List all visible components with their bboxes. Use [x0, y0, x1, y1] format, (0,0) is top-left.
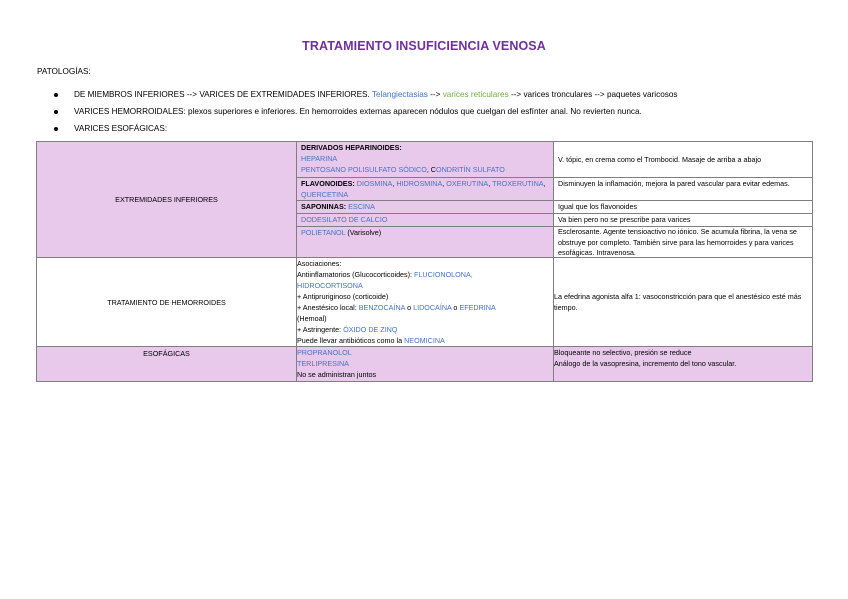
bullet-text: VARICES HEMORROIDALES: plexos superiores e inferiores. En hemorroides externas aparecen nódulos que cuelgan del esfínter anal. No revierten nunca.	[74, 107, 642, 116]
table-row	[37, 347, 813, 382]
treatment-table	[36, 141, 813, 382]
list-item	[37, 86, 678, 103]
note-text: La efedrina agonista alfa 1: vasoconstricción para que el anestésico esté más tiempo.	[554, 292, 802, 312]
list-item	[37, 103, 678, 120]
note-text: Esclerosante. Agente tensioactivo no iónico. Se acumula fibrina, la vena se obstruye por completo. También sirve para las hemorroides y para varices esofágicas. Intravenosa.	[558, 227, 797, 257]
group-header: DERIVADOS HEPARINOIDES:	[301, 143, 402, 152]
note-text: Igual que los flavonoides	[558, 202, 638, 211]
page-title: TRATAMIENTO INSUFICIENCIA VENOSA	[302, 39, 546, 53]
bullet-text: DE MIEMBROS INFERIORES --> VARICES DE EXTREMIDADES INFERIORES.	[74, 90, 372, 99]
drug-name: BENZOCAÍNA	[358, 303, 406, 312]
drug-name: ÓXIDO DE ZINQ	[343, 325, 398, 334]
drug-name: OXERUTINA	[446, 179, 489, 188]
notes-cell	[554, 258, 813, 347]
bullet-icon	[54, 93, 58, 97]
cell-line: Puede llevar antibióticos como la	[297, 336, 405, 345]
note-text: Va bien pero no se prescribe para varices	[558, 215, 691, 224]
drug-cell	[297, 142, 554, 258]
drug-name: FLUCIONOLONA,	[414, 270, 473, 279]
drug-name: TERLIPRESINA	[297, 359, 349, 368]
cell-line: Antiinflamatorios (Glucocorticoides):	[297, 270, 415, 279]
bullet-text-tail: --> varices tronculares --> paquetes varicosos	[508, 90, 678, 99]
pathology-list	[37, 86, 678, 137]
cell-line: + Antipruriginoso (corticoide)	[297, 292, 389, 301]
separator: ,	[543, 179, 546, 188]
drug-name: EFEDRINA	[459, 303, 496, 312]
notes-cell	[554, 142, 813, 258]
list-item	[37, 120, 678, 137]
drug-name: PROPRANOLOL	[297, 348, 352, 357]
cell-line: (Hemoal)	[297, 314, 327, 323]
bullet-icon	[54, 110, 58, 114]
notes-cell	[554, 347, 813, 382]
separator: o	[405, 303, 414, 312]
cell-line: No se administran juntos	[297, 370, 377, 379]
note-text: Bloqueante no selectivo, presión se reduce	[554, 348, 692, 357]
drug-name: HEPARINA	[301, 154, 338, 163]
drug-name: HIDROSMINA	[396, 179, 443, 188]
cell-line: Asociaciones:	[297, 259, 342, 268]
bullet-icon	[54, 127, 58, 131]
section-label: PATOLOGÍAS:	[37, 67, 91, 76]
drug-name: DODESILATO DE CALCIO	[301, 215, 388, 224]
drug-name: POLIETANOL	[301, 228, 346, 237]
cell-line: + Anestésico local:	[297, 303, 359, 312]
drug-name: ESCINA	[348, 202, 375, 211]
table-row	[37, 258, 813, 347]
section-cell-extremidades: EXTREMIDADES INFERIORES	[37, 142, 297, 258]
drug-name: ONDRITÍN SULFATO	[436, 165, 505, 174]
separator: ,	[392, 179, 397, 188]
drug-name: TROXERUTINA	[492, 179, 544, 188]
drug-name: HIDROCORTISONA	[297, 281, 363, 290]
bullet-term: Telangiectasias	[371, 90, 428, 99]
drug-cell	[297, 347, 554, 382]
cell-line: + Astringente:	[297, 325, 344, 334]
group-header: FLAVONOIDES:	[301, 179, 357, 188]
drug-name: LIDOCAÍNA	[413, 303, 452, 312]
bullet-arrow: -->	[427, 90, 443, 99]
section-cell-esofagicas: ESOFÁGICAS	[37, 347, 297, 382]
bullet-text: VARICES ESOFÁGICAS:	[74, 124, 168, 133]
separator: ,	[488, 179, 493, 188]
separator: ,	[442, 179, 447, 188]
group-header: SAPONINAS:	[301, 202, 349, 211]
drug-name: PENTOSANO POLISULFATO SÓDICO	[301, 165, 427, 174]
drug-name: NEOMICINA	[404, 336, 445, 345]
drug-cell	[297, 258, 554, 347]
note-text: Disminuyen la inflamación, mejora la pared vascular para evitar edemas.	[558, 179, 790, 188]
separator: o	[451, 303, 460, 312]
table-row	[37, 142, 813, 258]
section-cell-hemorroides: TRATAMIENTO DE HEMORROIDES	[37, 258, 297, 347]
drug-name: QUERCETINA	[301, 190, 349, 199]
drug-name: DIOSMINA	[356, 179, 393, 188]
bullet-term: varices reticulares	[442, 90, 509, 99]
drug-suffix: (Varisolve)	[345, 228, 382, 237]
separator: , C	[426, 165, 436, 174]
note-text: V. tópic, en crema como el Trombocid. Masaje de arriba a abajo	[558, 155, 762, 164]
note-text: Análogo de la vasopresina, incremento del tono vascular.	[554, 359, 737, 368]
